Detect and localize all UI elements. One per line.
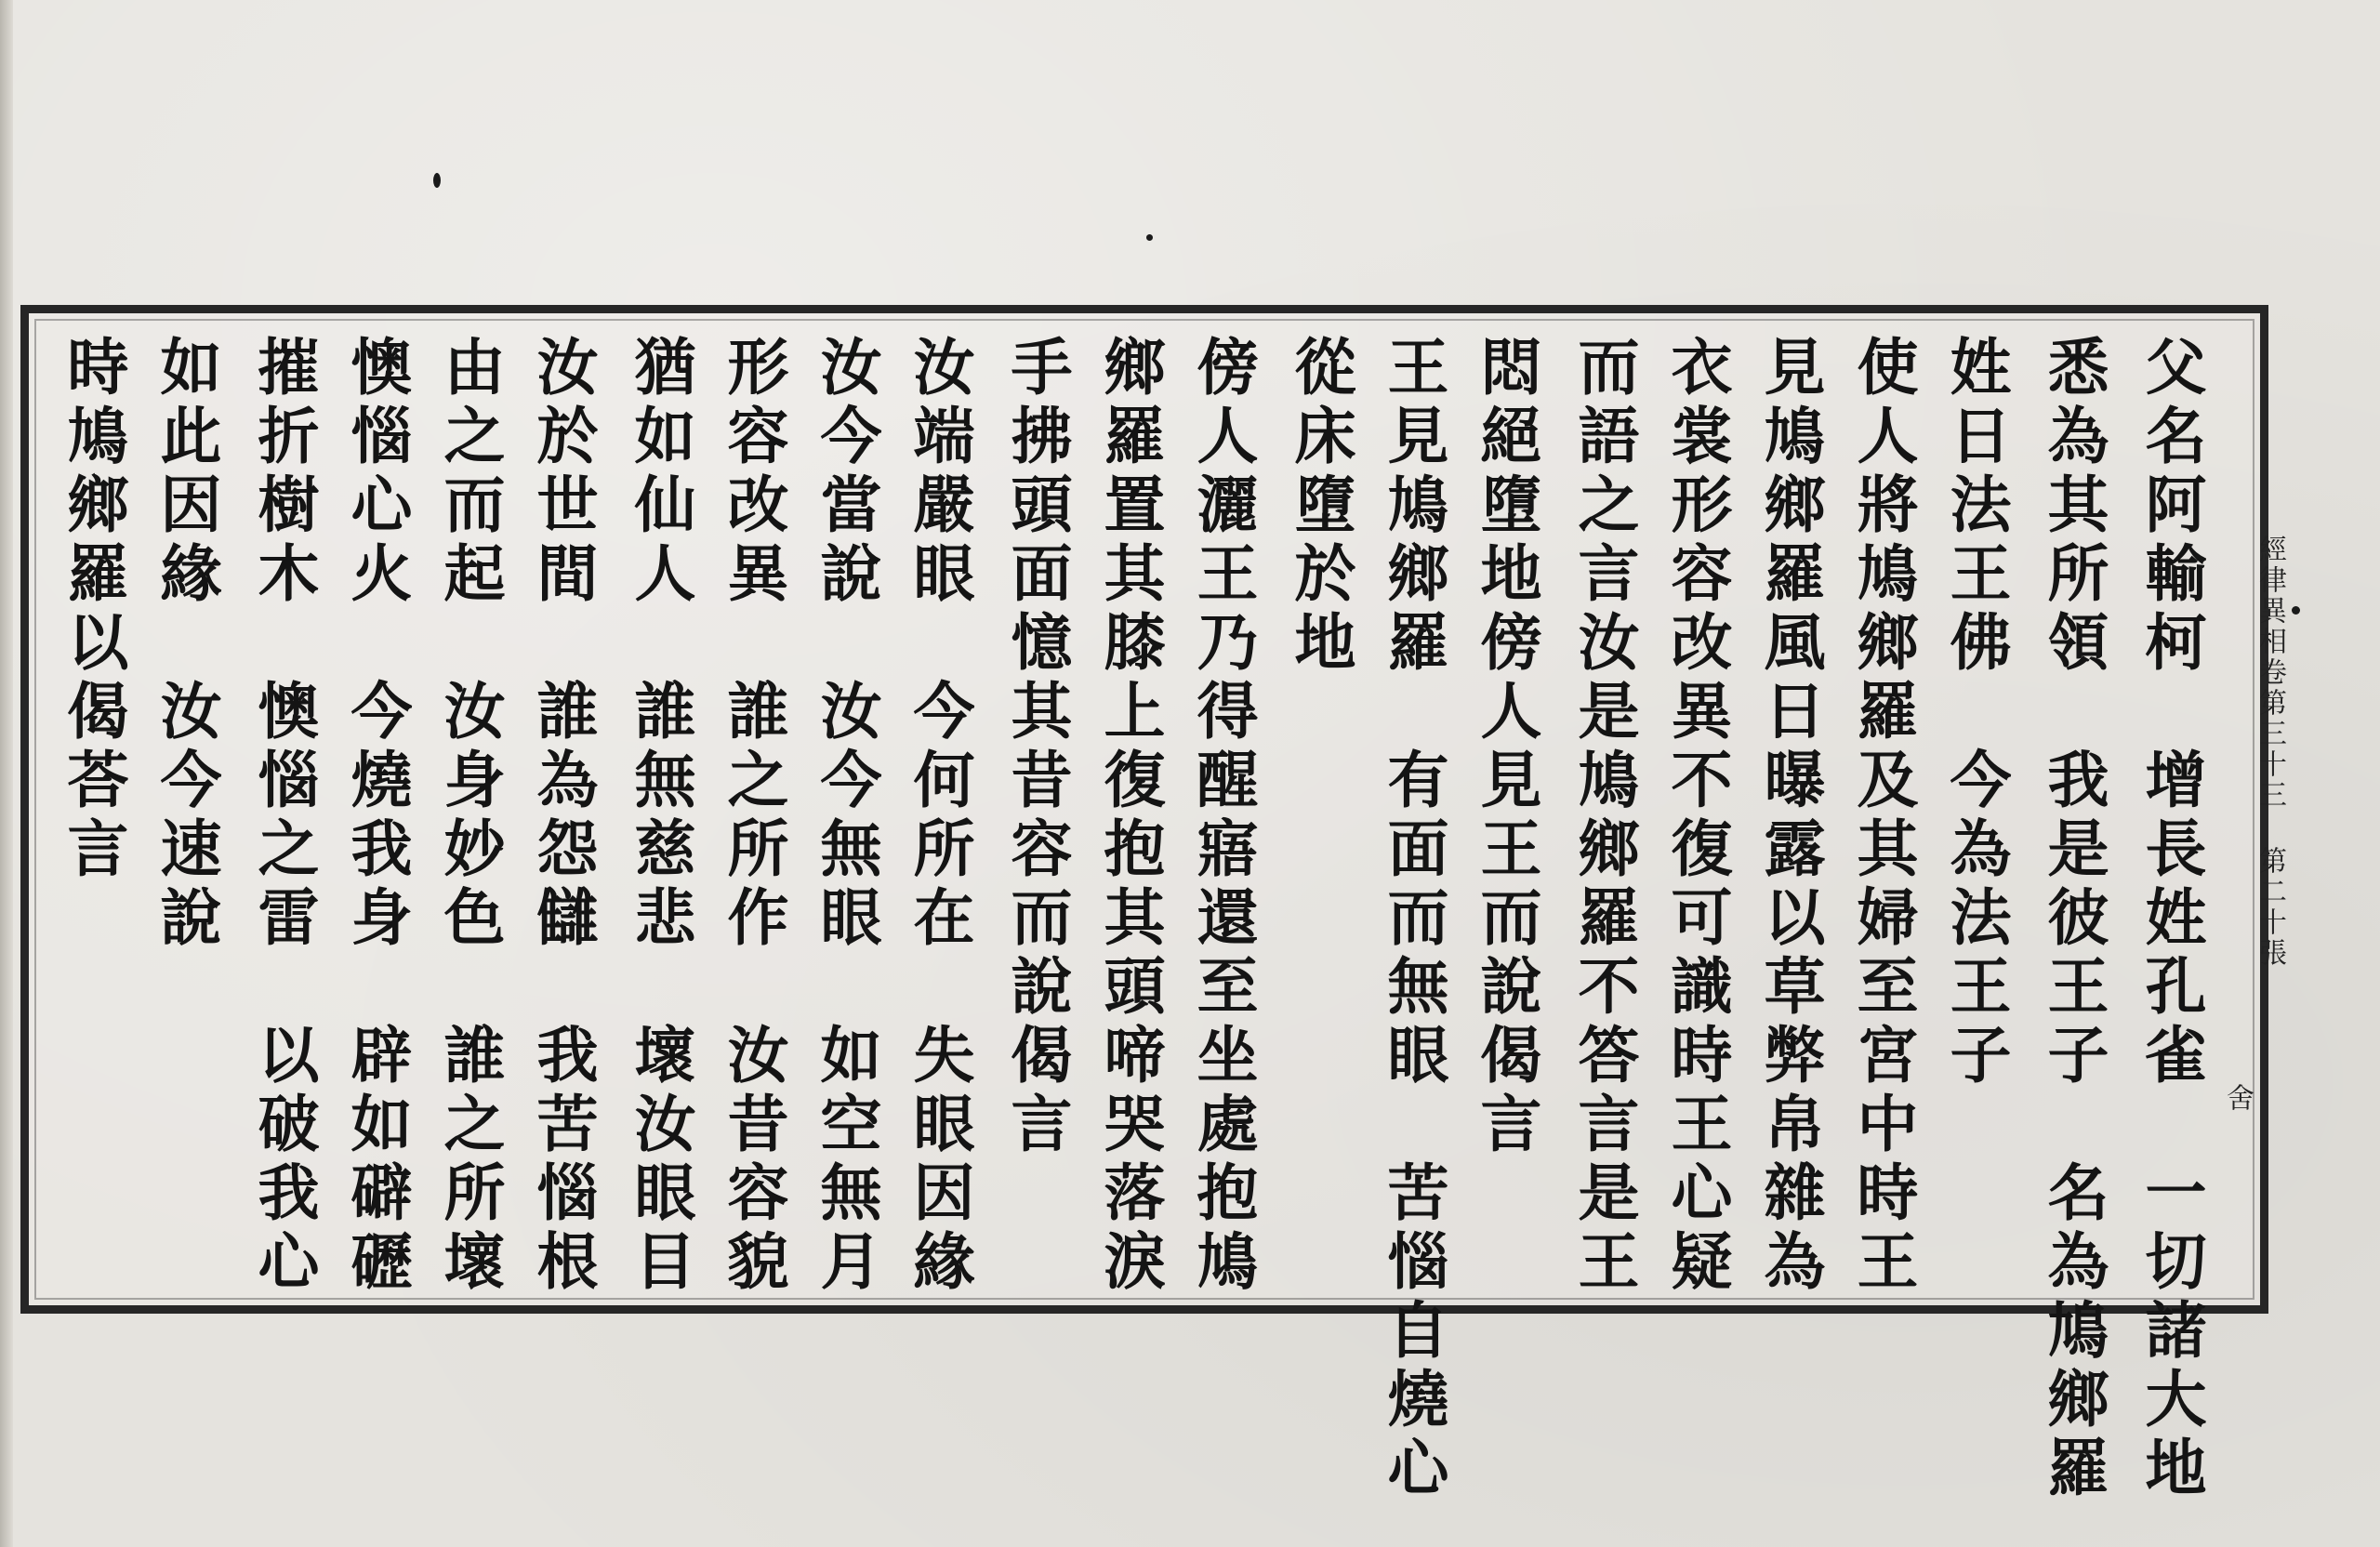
text-column-9: 王見鳩鄉羅 有面而無眼 苦惱自燒心 [1377,335,1449,1504]
text-column-11: 傍人灑王乃得醒寤還至坐處抱鳩 [1186,335,1259,1298]
book-spine [0,0,13,1547]
text-column-23: 時鳩鄉羅以偈荅言 [57,335,129,885]
text-column-13: 手拂頭面憶其昔容而說偈言 [1000,335,1073,1160]
page-header-title: 經律異相卷第三十三 第二十張 [2254,535,2286,969]
text-column-6: 衣裳形容改異不復可識時王心疑 [1660,335,1733,1298]
ink-speck [1146,234,1153,241]
text-column-15: 汝今當說 汝今無眼 如空無月 [810,335,882,1298]
text-column-2: 悉為其所領 我是彼王子 名為鳩鄉羅 [2037,335,2109,1504]
text-column-18: 汝於世間 誰為怨讎 我苦惱根 [526,335,599,1298]
text-column-12: 鄉羅置其膝上復抱其頭啼哭落淚 [1093,335,1166,1298]
text-column-19: 由之而起 汝身妙色 誰之所壞 [433,335,506,1298]
text-column-17: 猶如仙人 誰無慈悲 壞汝眼目 [624,335,696,1298]
text-column-8: 悶絕墮地傍人見王而說偈言 [1470,335,1542,1160]
text-column-14: 汝端嚴眼 今何所在 失眼因緣 [903,335,975,1298]
text-column-3: 姓日法王佛 今為法王子 [1939,335,2012,1091]
text-column-21: 摧折樹木 懊惱之雷 以破我心 [247,335,320,1298]
ink-speck [433,173,441,188]
ink-speck [2292,606,2300,615]
text-column-4: 使人將鳩鄉羅及其婦至宮中時王 [1846,335,1919,1298]
text-column-10: 從床墮於地 [1284,335,1356,679]
text-column-7: 而語之言汝是鳩鄉羅不答言是王 [1567,335,1640,1298]
text-column-20: 懊惱心火 今燒我身 辟如礔礰 [340,335,413,1298]
text-column-22: 如此因緣 汝今速說 [150,335,222,954]
text-column-1: 父名阿輸柯 增長姓孔雀 一切諸大地 [2135,335,2207,1504]
text-column-16: 形容改異 誰之所作 汝昔容貌 [717,335,789,1298]
text-column-5: 見鳩鄉羅風日曝露以草弊帛雜為 [1753,335,1826,1298]
page-header-mark: 舍 [2221,1083,2254,1114]
